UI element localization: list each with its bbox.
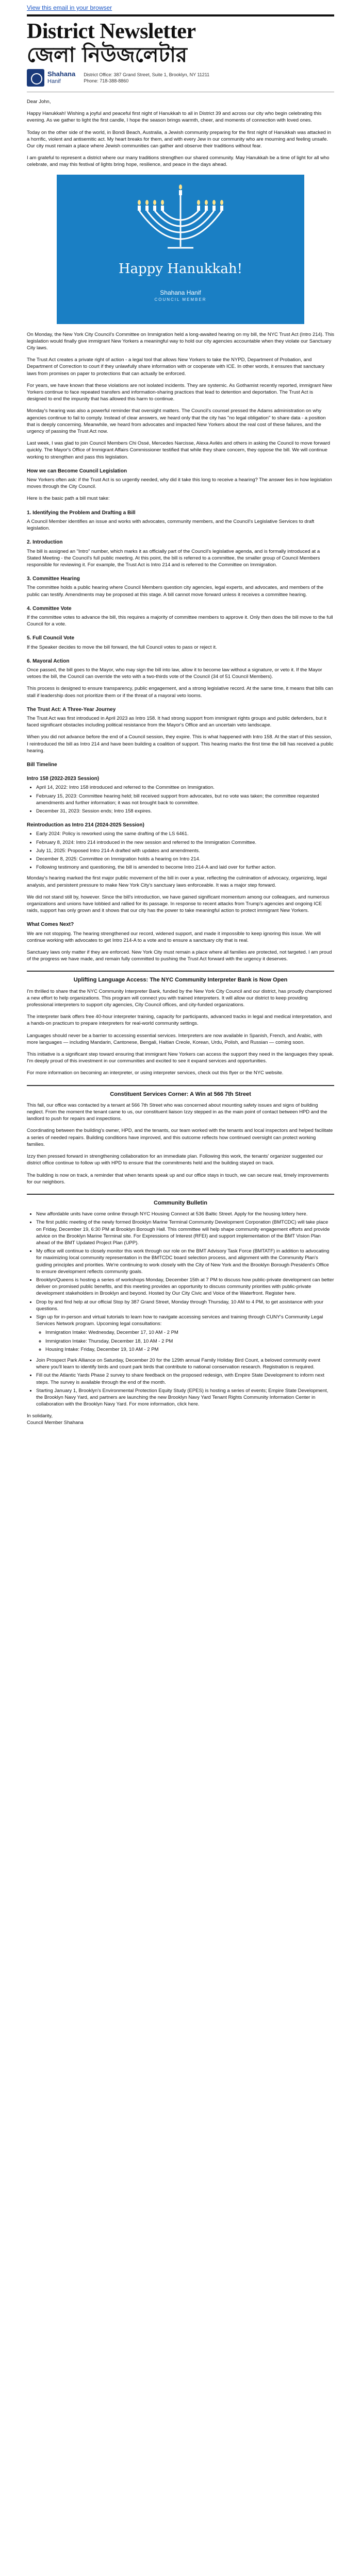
trust-act-section [27,331,334,754]
timeline-item: • February 15, 2023: Committee hearing held; bill received support from advocates, but no vote was taken; the committee requested amendments and further information; it was not brought back to committee. [36,793,334,806]
language-paragraph: I'm thrilled to share that the NYC Community Interpreter Bank, funded by the New York City Council and our district, has proudly championed a new effort to help organizations. This program will connect you with trained interpreters. It will allow our district to keep providing professional interpreters to support city agencies, City Council offices, and city-funded organizations. [27,988,332,1008]
language-paragraph: The interpreter bank offers free 40-hour interpreter training, capacity for participants, advanced tracks in legal and medical interpretation, and a hands-on practicum to prepare interpreters for real-world community settings. [27,1014,332,1027]
language-paragraph: This initiative is a significant step toward ensuring that immigrant New Yorkers can access the support they need in the languages they speak. I'm deeply proud of this investment in our communities and excited to see it expand services and opportunities. [27,1052,334,1064]
signature-name: Council Member Shahana [27,1420,84,1426]
greeting: Dear John, [27,99,51,105]
language-paragraph: Languages should never be a barrier to accessing essential services. Interpreters are now available in Spanish, French, and Arabic, with more languages — including Mandarin, Cantonese, Bengali, Haitian Creole, Korean, Urdu, Polish, and Russian — coming soon. [27,1032,322,1045]
logo-sub: Hanif [47,78,61,84]
bulletin-item: • My office will continue to closely monitor this work through our role on the BMT Advisory Task Force (BMTATF) in addition to advocating for maximizing local community representation in the BMTCDC board selection process, and alignment with the Community Plan's guiding principles and priorities. We're continuing to work closely with the City of New York and the Brooklyn Borough President's Office to ensure development reflects community goals. [36,1248,334,1275]
intro-paragraph: Today on the other side of the world, in Bondi Beach, Australia, a Jewish community preparing for the first night of Hanukkah was attacked in a horrific, violent and antisemitic act. My heart breaks for them, and with every Jew in our community who are mourning and feeling unsafe. Our city must remain a place where Jewish communities can gather and observe their traditions without fear. [27,129,331,149]
step-heading: 1. Identifying the Problem and Drafting a Bill [27,510,136,516]
closing: In solidarity, [27,1413,53,1419]
timeline-item: • December 8, 2025: Committee on Immigration holds a hearing on Intro 214. [36,856,334,862]
banner-signature-sub: COUNCIL MEMBER [154,297,207,302]
section-heading: How we can Become Council Legislation [27,468,127,474]
timeline-paragraph: Sanctuary laws only matter if they are enforced. New York City must remain a place where all families are protected, not targeted. I am proud of the progress we have made, and remain fully committed to pushing the Trust Act forward with the urgency it deserves. [27,950,332,962]
office-phone: Phone: 718-388-8860 [84,78,129,83]
step-text: A Council Member identifies an issue and works with advocates, community members, and the Council's Legislative Services to draft legislation. [27,518,315,532]
timeline-item: • July 11, 2025: Proposed Intro 214-A drafted with updates and amendments. [36,848,334,854]
timeline-item: • April 14, 2022: Intro 158 introduced and referred to the Committee on Immigration. [36,784,334,791]
trust-act-paragraph: The Trust Act was first introduced in April 2023 as Intro 158. It had strong support from immigrant rights groups and public defenders, but it faced significant obstacles including political resistance from the Mayor's Office and an uncertain veto landscape. [27,715,326,728]
hanukkah-banner [57,175,304,324]
timeline-paragraph: We did not stand still by, however. Since the bill's introduction, we have gained significant momentum among our colleagues, and numerous organizations and unions have lobbied and rallied for its passage. In response to recent attacks from Trump's agencies and ongoing ICE raids, support has only grown and it shows that our city has the power to take meaningful action to protect immigrant New Yorkers. [27,894,330,914]
constituent-services-section [27,1091,334,1185]
bulletin-sub-item: ◦ Immigration Intake: Thursday, December 18, 10 AM - 2 PM [45,1338,334,1345]
step-text: Once passed, the bill goes to the Mayor, who may sign the bill into law, allow it to become law without a signature, or veto it. If the Mayor vetoes the bill, the Council can override the veto with a two-thirds vote of the Council (34 of 51 Council Members). [27,667,322,680]
language-access-section [27,977,334,1076]
logo-mark-icon [27,69,44,87]
bulletin-item[interactable]: • The first public meeting of the newly formed Brooklyn Marine Terminal Community Development Corporation (BMTCDC) will take place on Friday, December 19, 6:30 PM at Brooklyn Borough Hall. This committee will help shape community engagement efforts and provide advice on the Brooklyn Marine Terminal site. For Expressions of Interest (RFEI) and support implementation of the BMT Vision Plan ahead of the BMT Updated Project Plan (UPP). [36,1219,334,1246]
section-title: Constituent Services Corner: A Win at 566 7th Street [110,1091,251,1097]
banner-signature: Shahana Hanif [160,289,201,296]
bulletin-item-text: Sign up for in-person and virtual tutorials to learn how to navigate accessing services and training through CUNY's Community Legal Services Network program. Upcoming legal consultations: [36,1314,323,1327]
intro-paragraph: I am grateful to represent a district where our many traditions strengthen our shared community. May Hanukkah be a time of light for all who celebrate, and may this festival of lights bring hope, resilience, and peace in the days ahead. [27,155,330,168]
trust-act-paragraph: Last week, I was glad to join Council Members Chi Ossé, Mercedes Narcisse, Alexa Avilés and others in asking the Council to move forward quickly. The Mayor's Office of Immigrant Affairs Commissioner testified that while they share concern, they oppose the bill. We will continue working to strengthen and pass this legislation. [27,440,331,460]
section-title: Community Bulletin [154,1199,207,1206]
footer [27,1413,334,1426]
timeline-item: • Early 2024: Policy is reworked using the same drafting of the LS 6461. [36,831,334,837]
step-heading: 6. Mayoral Action [27,658,70,664]
logo [27,69,75,87]
bulletin-sub-item: ◦ Housing Intake: Friday, December 19, 10 AM - 2 PM [45,1346,334,1353]
bulletin-item[interactable] [36,1314,334,1353]
menorah-icon [57,175,304,262]
logo-name: Shahana [47,70,76,78]
step-heading: 5. Full Council Vote [27,635,75,641]
bulletin-item[interactable]: • New affordable units have come online through NYC Housing Connect at 536 Baltic Street. Apply for the housing lottery here. [36,1211,334,1217]
timeline-session-heading: Intro 158 (2022-2023 Session) [27,776,100,782]
constituent-paragraph: Coordinating between the building's owner, HPD, and the tenants, our team worked with the tenants and local inspectors and helped facilitate a series of needed repairs. Building conditions have improved, and this outcome reflects how continued oversight can protect working families. [27,1128,333,1147]
section-divider [27,971,334,972]
language-link-paragraph[interactable]: For more information on becoming an interpreter, or using interpreter services, check out this flyer or the NYC website. [27,1070,284,1076]
bill-timeline [27,761,334,962]
constituent-paragraph: Izzy then pressed forward in strengthening collaboration for an immediate plan. Following this work, the tenants' organizer suggested our district office continue to follow up with HPD to ensure that the commitments held and the building stayed on track. [27,1154,323,1166]
office-address: District Office: 387 Grand Street, Suite 1, Brooklyn, NY 11211 [84,72,210,77]
trust-act-paragraph: On Monday, the New York City Council's Committee on Immigration held a long-awaited hearing on my bill, the NYC Trust Act (Intro 214). This legislation would finally give immigrant New Yorkers a meaningful way to hold our city agencies accountable when they violate our Sanctuary City laws. [27,331,335,351]
trust-act-paragraph: The Trust Act creates a private right of action - a legal tool that allows New Yorkers to take the NYPD, Department of Probation, and Department of Correction to court if they unlawfully share information with or cooperate with ICE. In other words, it ensures that sanctuary laws from promises on paper to protections that can actually be enforced. [27,357,325,377]
section-heading: What Comes Next? [27,922,74,928]
bulletin-item[interactable]: • Brooklyn/Queens is hosting a series of workshops Monday, December 15th at 7 PM to discuss how public-private development can better deliver on promised public benefits, and this meeting provides an opportunity to discuss community priorities with public-private development stakeholders in Brooklyn and beyond. Hosted by Our City Civic and Voice of the Waterfront. Register here. [36,1277,334,1297]
step-heading: 2. Introduction [27,539,63,546]
trust-act-paragraph: New Yorkers often ask: if the Trust Act is so urgently needed, why did it take this long to receive a hearing? The answer lies in how legislation moves through the City Council. [27,477,332,490]
timeline-item: • Following testimony and questioning, the bill is amended to become Intro 214-A and laid over for further action. [36,864,334,871]
bulletin-item: • Drop by and find help at our official Stop by 387 Grand Street, Monday through Thursday, 10 AM to 4 PM, to get assistance with your questions. [36,1299,334,1312]
step-text: If the Speaker decides to move the bill forward, the full Council votes to pass or reject it. [27,644,217,650]
step-text: The bill is assigned an "Intro" number, which marks it as officially part of the Council's legislative agenda, and is formally introduced at a Stated Meeting - the Council's full public meeting. At this point, the bill is referred to a committee, the smaller group of Council Members responsible for reviewing it. For example, the Trust Act is Intro 214 and is referred to the Committee on Immigration. [27,548,320,568]
section-title: Uplifting Language Access: The NYC Community Interpreter Bank is Now Open [73,977,288,984]
trust-act-paragraph: Monday's hearing was also a powerful reminder that oversight matters. The Council's counsel pressed the Adams administration on why agencies continue to fail to comply. Instead of clear answers, we heard only that the city has "no legal obligation" to share data - a position that is deeply concerning. Meanwhile, we heard from advocates and impacted New Yorkers about the real cost of these failures, and the urgency of passing the Trust Act now. [27,408,326,435]
timeline-paragraph: Monday's hearing marked the first major public movement of the bill in over a year, reflecting the culmination of advocacy, organizing, legal analysis, and persistent pressure to make New York City's sanctuary laws enforceable. It was a major step forward. [27,875,327,888]
timeline-item: • February 8, 2024: Intro 214 introduced in the new session and referred to the Immigration Committee. [36,839,334,846]
masthead [27,14,334,92]
bulletin-item[interactable]: • Starting January 1, Brooklyn's Environmental Protection Equity Study (EPES) is hosting a series of events; Empire State Development, the Brooklyn Navy Yard, and partners are launching the new Brooklyn Navy Yard Tenant Rights Community Information Center in collaboration with the Brooklyn Navy Yard. For more information, click here. [36,1387,334,1408]
newsletter [27,4,334,1426]
step-text: The committee holds a public hearing where Council Members question city agencies, legal experts, and advocates, and members of the public can testify. Amendments may be proposed at this stage. A bill cannot move forward unless it receives a committee hearing. [27,585,324,598]
bulletin-item[interactable]: • Join Prospect Park Alliance on Saturday, December 20 for the 129th annual Family Holiday Bird Count, a beloved community event where you'll learn to identify birds and count park birds that contribute to national conservation research. Registration is required. [36,1357,334,1370]
community-bulletin-section [27,1200,334,1408]
bulletin-sub-item: ◦ Immigration Intake: Wednesday, December 17, 10 AM - 2 PM [45,1329,334,1336]
section-heading: The Trust Act: A Three-Year Journey [27,706,116,713]
constituent-paragraph: The building is now on track, a reminder that when tenants speak up and our office stays in touch, we can secure real, timely improvements for our neighbors. [27,1172,329,1185]
step-heading: 3. Committee Hearing [27,576,80,582]
section-divider [27,1194,334,1195]
trust-act-paragraph: Here is the basic path a bill must take: [27,496,110,502]
section-divider [27,1085,334,1086]
section-heading: Bill Timeline [27,761,57,768]
step-heading: 4. Committee Vote [27,605,72,612]
trust-act-paragraph: When you did not advance before the end of a Council session, they expire. This is what happened with Intro 158. At the start of this session, I reintroduced the bill as Intro 214 and have been building a coalition of support. This hearing marks the first time the bill has received a public hearing. [27,734,334,754]
view-in-browser-link[interactable]: View this email in your browser [27,4,112,11]
timeline-session-heading: Reintroduction as Intro 214 (2024-2025 Session) [27,822,144,828]
title-bengali: জেলা নিউজলেটার [27,43,187,67]
step-text: If the committee votes to advance the bill, this requires a majority of committee members to approve it. Only then does the bill move to the full Council for a vote. [27,614,333,628]
timeline-paragraph: We are not stopping. The hearing strengthened our record, widened support, and made it impossible to keep ignoring this issue. We will continue working with advocates to get Intro 214-A to a vote and to ensure a sanctuary city that is real. [27,930,321,943]
timeline-item: • December 31, 2023: Session ends; Intro 158 expires. [36,808,334,815]
title-english: District Newsletter [27,20,196,43]
bulletin-item[interactable]: • Fill out the Atlantic Yards Phase 2 survey to share feedback on the proposed redesign, with Empire State Development to inform next steps. The survey is available through the end of the month. [36,1372,334,1385]
intro-paragraph: Happy Hanukkah! Wishing a joyful and peaceful first night of Hanukkah to all in District 39 and across our city who begin celebrating this evening. As we gather to light the first candle, I hope the season brings warmth, cheer, and moments of connection with loved ones. [27,111,322,124]
trust-act-paragraph: This process is designed to ensure transparency, public engagement, and a strong legislative record. At the same time, it means that bills can stall if leadership does not prioritize them or if the threat of a mayoral veto looms. [27,686,333,699]
trust-act-paragraph: For years, we have known that these violations are not isolated incidents. They are systemic. As Gothamist recently reported, immigrant New Yorkers continue to face repeated transfers and information-sharing practices that lead to detention and deportation. The Trust Act is designed to end the impunity that has allowed this harm to continue. [27,382,332,402]
banner-greeting: Happy Hanukkah! [118,261,243,277]
constituent-paragraph: This fall, our office was contacted by a tenant at 566 7th Street who was concerned about mounting safety issues and signs of building neglect. From the moment the tenant came to us, our constituent liaison Izzy stepped in as the main point of contact between HPD and the landlord to push for repairs and inspections. [27,1102,327,1122]
